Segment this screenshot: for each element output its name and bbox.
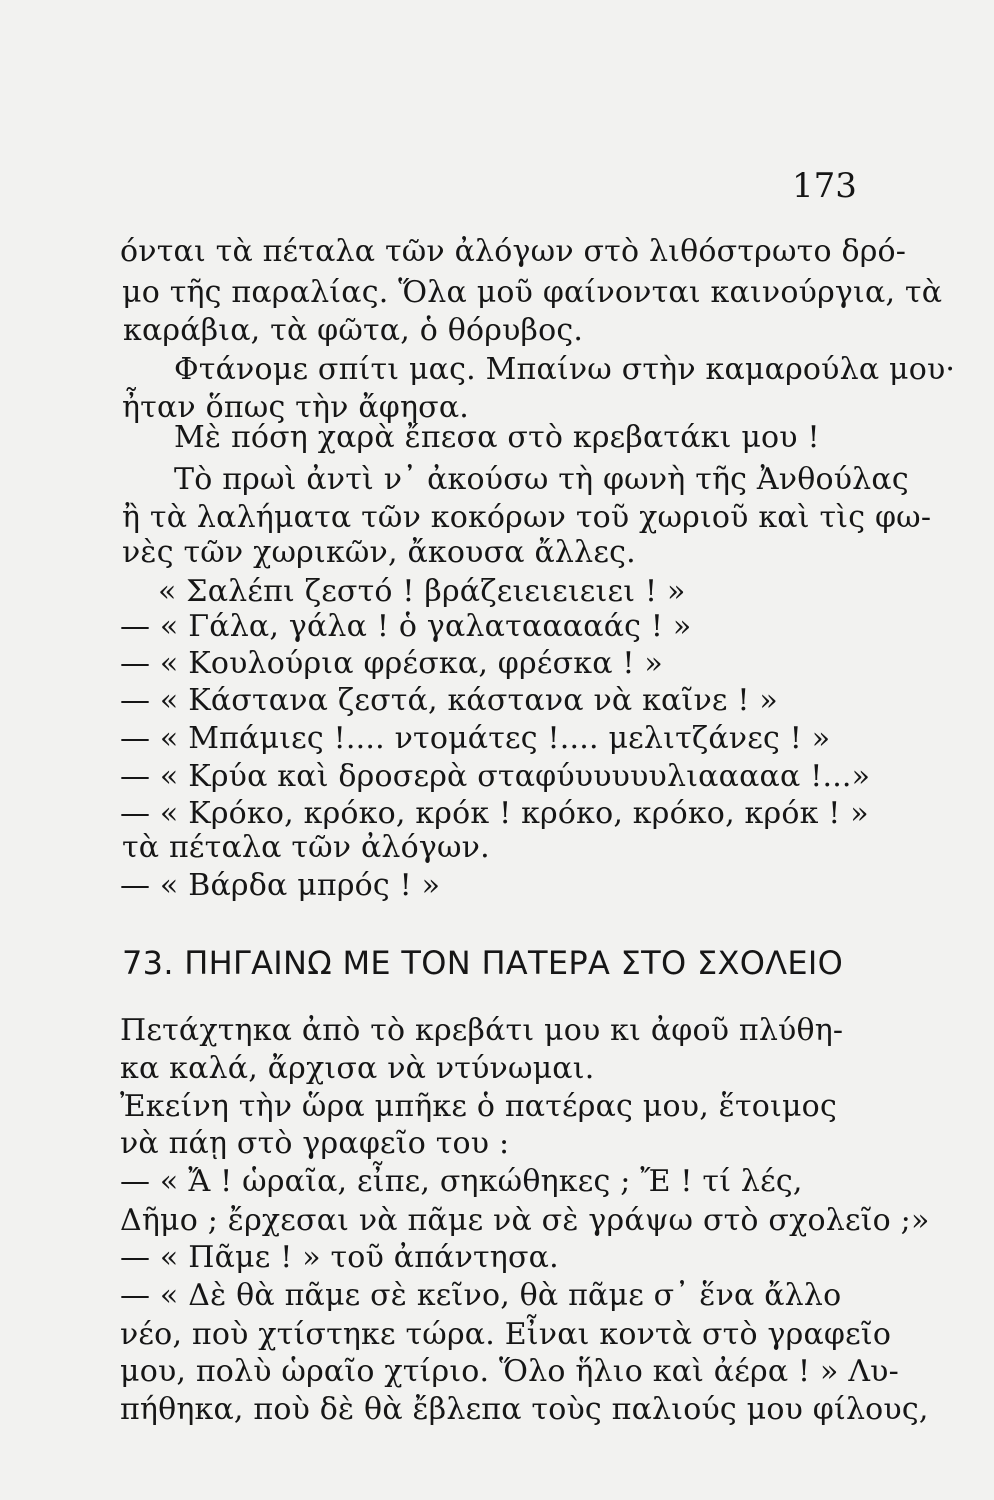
text-line: Φτάνομε σπίτι μας. Μπαίνω στὴν καμαρούλα μου· (174, 352, 956, 387)
text-line: νὲς τῶν χωρικῶν, ἄκουσα ἄλλες. (122, 535, 636, 570)
text-line: νέο, ποὺ χτίστηκε τώρα. Εἶναι κοντὰ στὸ γραφεῖο (120, 1317, 892, 1352)
text-line: μου, πολὺ ὡραῖο χτίριο. Ὅλο ἥλιο καὶ ἀέρα ! » Λυ- (120, 1354, 899, 1389)
text-line: « Σαλέπι ζεστό ! βράζειειειειει ! » (158, 574, 686, 609)
text-line: κα καλά, ἄρχισα νὰ ντύνωμαι. (120, 1051, 595, 1086)
text-line: τὰ πέταλα τῶν ἀλόγων. (122, 830, 490, 865)
text-line: — « Πᾶμε ! » τοῦ ἀπάντησα. (120, 1240, 559, 1275)
text-line: νὰ πάῃ στὸ γραφεῖο του : (120, 1126, 510, 1161)
text-line: — « Κρύα καὶ δροσερὰ σταφύυυυυυλιααααα !...» (120, 759, 871, 794)
text-line: Δῆμο ; ἔρχεσαι νὰ πᾶμε νὰ σὲ γράψω στὸ σχολεῖο ;» (120, 1203, 930, 1238)
text-line: — « Μπάμιες !.... ντομάτες !.... μελιτζάνες ! » (120, 721, 831, 756)
page-number: 173 (792, 166, 857, 206)
text-line: Πετάχτηκα ἀπὸ τὸ κρεβάτι μου κι ἀφοῦ πλύθη- (120, 1013, 844, 1048)
text-line: — « Ἄ ! ὡραῖα, εἶπε, σηκώθηκες ; Ἔ ! τί λές, (120, 1164, 803, 1199)
text-line: όνται τὰ πέταλα τῶν ἀλόγων στὸ λιθόστρωτο δρό- (120, 234, 907, 269)
text-line: ἢ τὰ λαλήματα τῶν κοκόρων τοῦ χωριοῦ καὶ τὶς φω- (122, 500, 932, 535)
text-line: πήθηκα, ποὺ δὲ θὰ ἔβλεπα τοὺς παλιούς μου φίλους, (120, 1392, 929, 1427)
text-line: καράβια, τὰ φῶτα, ὁ θόρυβος. (123, 313, 584, 348)
text-line: Ἐκείνη τὴν ὥρα μπῆκε ὁ πατέρας μου, ἕτοιμος (120, 1089, 837, 1124)
text-line: Τὸ πρωὶ ἀντὶ ν᾿ ἀκούσω τὴ φωνὴ τῆς Ἀνθούλας (174, 462, 909, 497)
text-line: — « Κάστανα ζεστά, κάστανα νὰ καῖνε ! » (120, 683, 778, 718)
text-line: Μὲ πόση χαρὰ ἔπεσα στὸ κρεβατάκι μου ! (174, 420, 820, 455)
section-heading: 73. ΠΗΓΑΙΝΩ ΜΕ ΤΟΝ ΠΑΤΕΡΑ ΣΤΟ ΣΧΟΛΕΙΟ (122, 944, 844, 982)
text-line: — « Γάλα, γάλα ! ὁ γαλατααααάς ! » (120, 609, 692, 644)
text-line: — « Κουλούρια φρέσκα, φρέσκα ! » (120, 646, 663, 681)
text-line: — « Κρόκο, κρόκο, κρόκ ! κρόκο, κρόκο, κρόκ ! » (120, 796, 869, 831)
text-line: μο τῆς παραλίας. Ὅλα μοῦ φαίνονται καινούργια, τὰ (122, 275, 943, 310)
text-line: ἦταν ὅπως τὴν ἄφησα. (122, 390, 470, 425)
text-line: — « Βάρδα μπρός ! » (120, 868, 441, 903)
text-line: — « Δὲ θὰ πᾶμε σὲ κεῖνο, θὰ πᾶμε σ᾿ ἕνα ἄλλο (120, 1278, 842, 1313)
